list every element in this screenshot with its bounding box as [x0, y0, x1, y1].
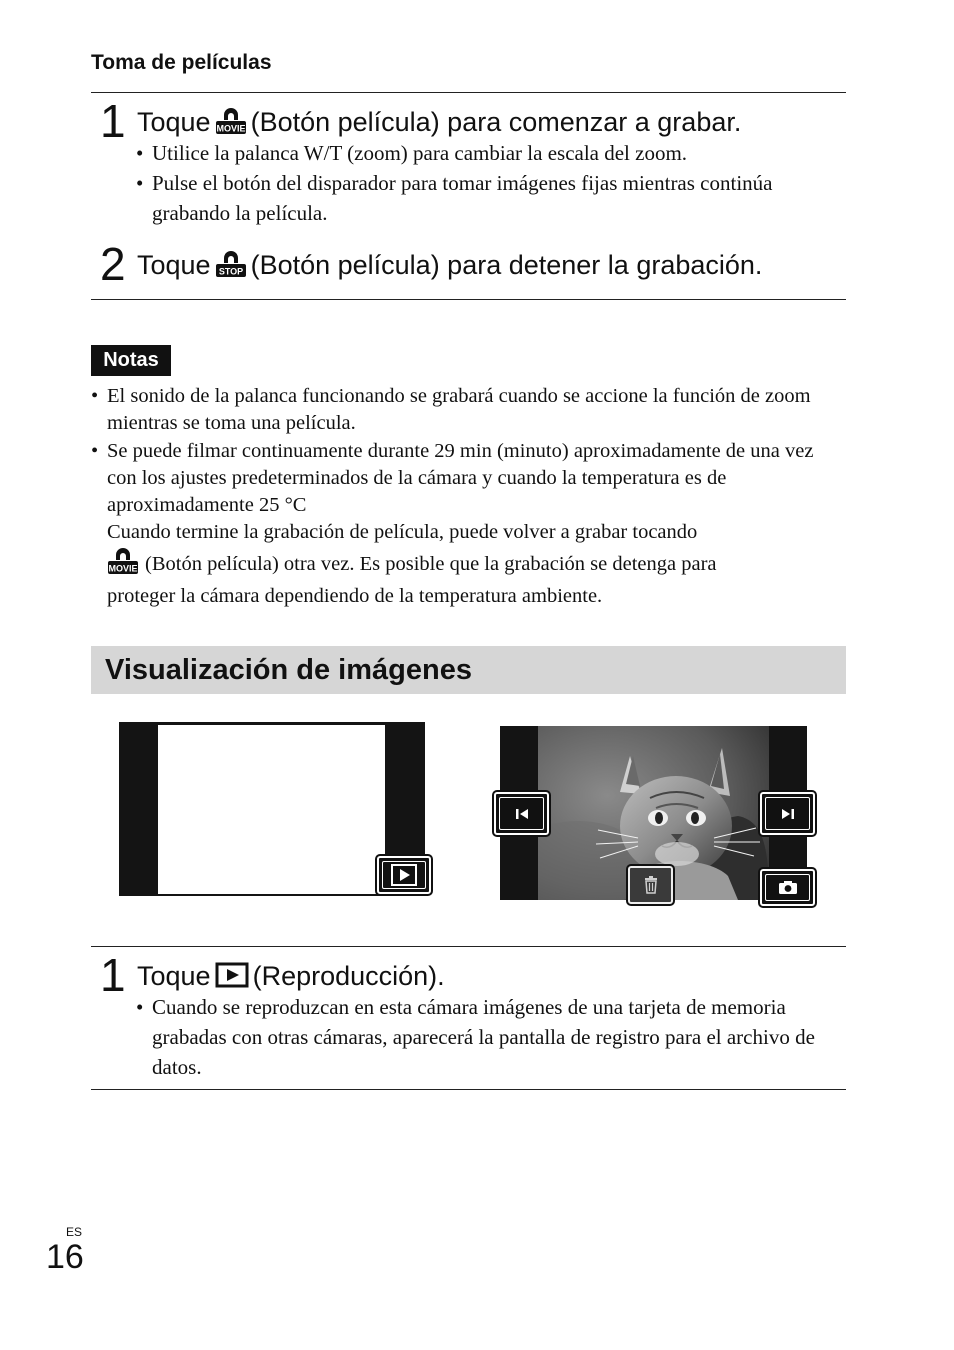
next-image-button[interactable] [760, 792, 815, 835]
viewing-step-1-heading-before: Toque [137, 961, 211, 991]
note-continuation-line3: proteger la cámara dependiendo de la temperatura ambiente. [107, 585, 603, 608]
svg-text:MOVIE: MOVIE [108, 563, 138, 574]
viewing-section-title [91, 646, 846, 694]
divider-top [91, 92, 846, 93]
svg-text:MOVIE: MOVIE [216, 123, 246, 134]
movie-stop-icon [215, 250, 247, 285]
note-continuation-line2-text: (Botón película) otra vez. Es posible que la grabación se detenga para [145, 552, 717, 575]
camera-icon [778, 880, 798, 895]
previous-image-button-inner [499, 797, 544, 830]
viewing-step-1-bullets [136, 992, 836, 1082]
shooting-mode-button-inner [765, 874, 810, 901]
shooting-mode-button[interactable] [760, 869, 815, 906]
divider-viewing-step-bottom [91, 1089, 846, 1090]
delete-button[interactable] [628, 866, 673, 904]
step-2-heading-after: (Botón película) para detener la grabación. [250, 250, 763, 280]
section-heading: Toma de películas [91, 51, 272, 74]
movie-record-icon [215, 107, 247, 142]
next-icon [781, 807, 795, 821]
svg-text:STOP: STOP [218, 266, 243, 277]
divider-steps-end [91, 299, 846, 300]
step-2-heading [137, 249, 762, 285]
step-1-number: 1 [100, 95, 126, 147]
movie-record-icon [107, 547, 139, 583]
step-2-heading-before: Toque [137, 250, 211, 280]
step-2-number: 2 [100, 238, 126, 290]
page-number: 16 [46, 1238, 84, 1276]
viewing-title-text: Visualización de imágenes [105, 654, 472, 686]
notes-list [91, 383, 851, 610]
step-1-bullets [136, 138, 836, 228]
list-item: • Se puede filmar continuamente durante 29 min (minuto) aproximadamente de una vez con los ajustes predeterminados de la cámara y cuando la temperatura es de aproximadamente 25 °C [91, 438, 847, 520]
list-item: • El sonido de la palanca funcionando se grabará cuando se accione la función de zoom mientras se toma una película. [91, 383, 837, 438]
previous-image-button[interactable] [494, 792, 549, 835]
next-image-button-inner [765, 797, 810, 830]
trash-icon [643, 876, 659, 894]
viewing-step-1-heading-after: (Reproducción). [252, 961, 445, 991]
notes-label: Notas [91, 345, 171, 376]
step-1-heading-after: (Botón película) para comenzar a grabar. [250, 107, 742, 137]
playback-icon [215, 962, 249, 995]
language-code: ES [66, 1225, 83, 1239]
playback-button[interactable] [377, 856, 431, 894]
list-item: • Pulse el botón del disparador para tomar imágenes fijas mientras continúa grabando la película. [136, 168, 792, 228]
previous-icon [515, 807, 529, 821]
note-continuation-line2 [91, 547, 851, 583]
step-1-heading-before: Toque [137, 107, 211, 137]
viewing-step-1-heading [137, 960, 445, 995]
divider-viewing-step-top [91, 946, 846, 947]
screen-white-area [158, 725, 385, 894]
playback-icon [391, 864, 417, 886]
playback-button-inner [382, 861, 426, 889]
step-1-heading [137, 106, 741, 142]
list-item: • Utilice la palanca W/T (zoom) para cambiar la escala del zoom. [136, 138, 836, 168]
viewing-step-1-number: 1 [100, 949, 126, 1001]
list-item: • Cuando se reproduzcan en esta cámara imágenes de una tarjeta de memoria grabadas con otras cámaras, aparecerá la pantalla de registro para el archivo de datos. [136, 992, 842, 1082]
note-continuation-line1: Cuando termine la grabación de película, puede volver a grabar tocando [107, 521, 698, 544]
